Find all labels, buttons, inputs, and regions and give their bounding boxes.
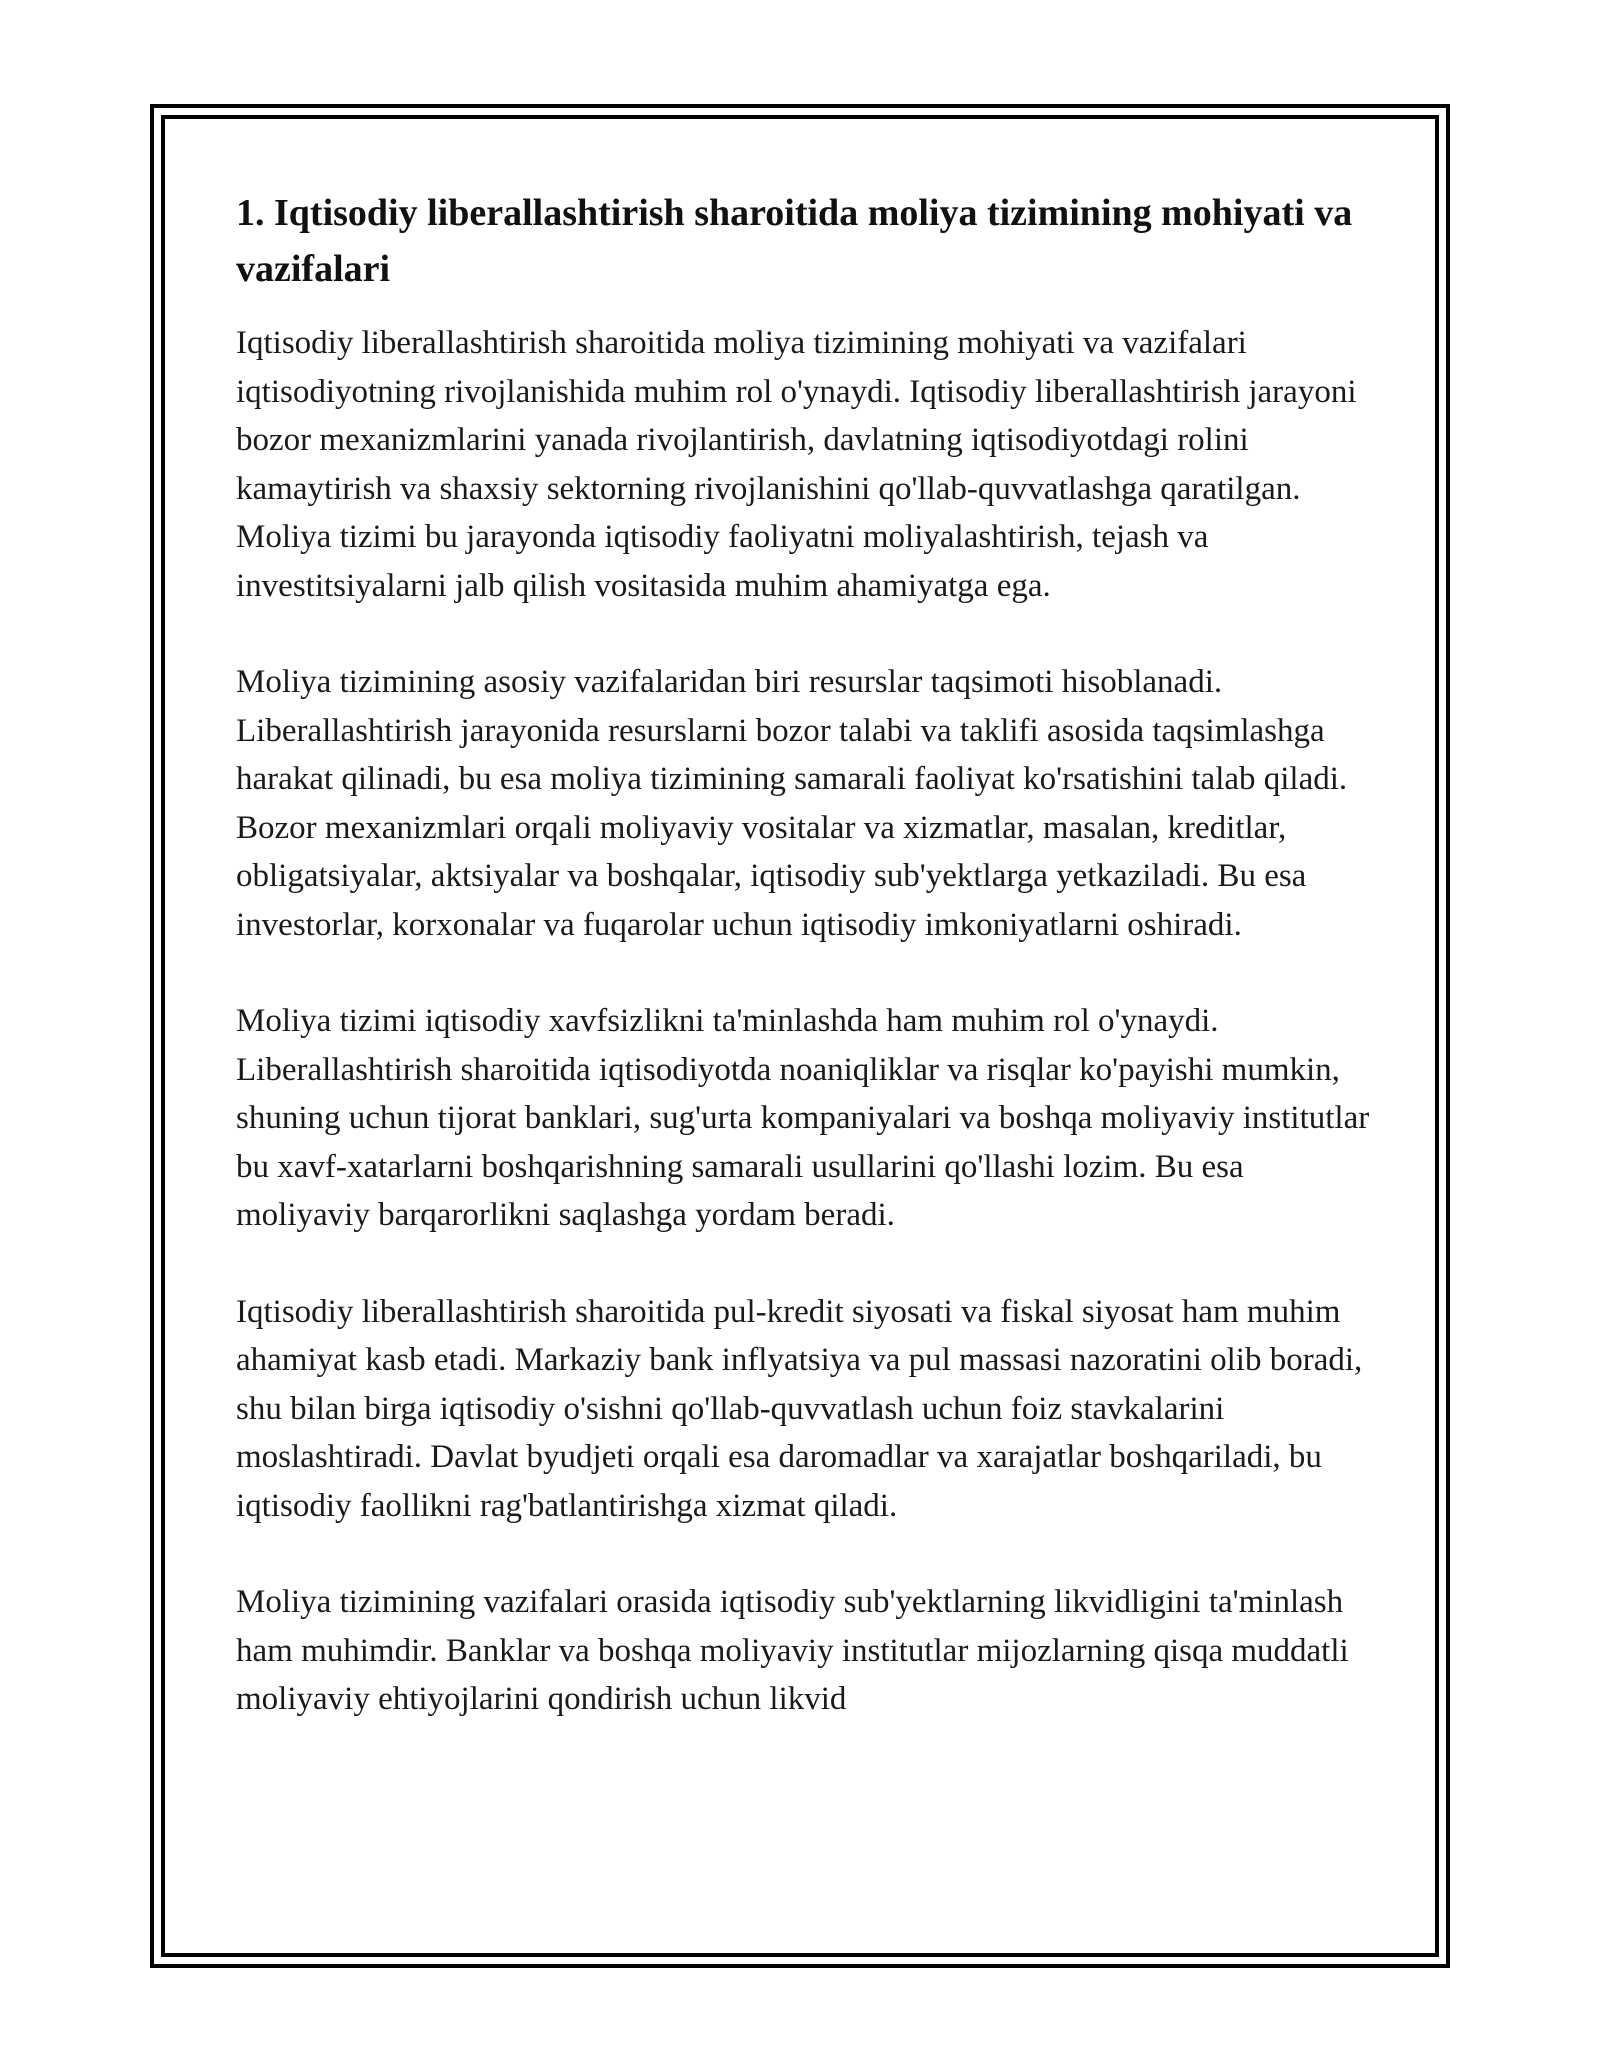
paragraph-2: Moliya tizimining asosiy vazifalaridan biri resurslar taqsimoti hisoblanadi. Liberallashtirish jarayonida resurslarni bozor talabi va taklifi asosida taqsimlashga harakat qilinadi, bu esa moliya tizimining samarali faoliyat ko'rsatishini talab qiladi. Bozor mexanizmlari orqali moliyaviy vositalar va xizmatlar, masalan, kreditlar, obligatsiyalar, aktsiyalar va boshqalar, iqtisodiy sub'yektlarga yetkaziladi. Bu esa investorlar, korxonalar va fuqarolar uchun iqtisodiy imkoniyatlarni oshiradi. [236, 664, 1348, 943]
paragraph-3: Moliya tizimi iqtisodiy xavfsizlikni ta'minlashda ham muhim rol o'ynaydi. Liberallashtirish sharoitida iqtisodiyotda noaniqliklar va risqlar ko'payishi mumkin, shuning uchun tijorat banklari, sug'urta kompaniyalari va boshqa moliyaviy institutlar bu xavf-xatarlarni boshqarishning samarali usullarini qo'llashi lozim. Bu esa moliyaviy barqarorlikni saqlashga yordam beradi. [236, 1003, 1370, 1233]
section-heading: 1. Iqtisodiy liberallashtirish sharoitida moliya tizimining mohiyati va vazifalari [236, 192, 1353, 290]
paragraph-1: Iqtisodiy liberallashtirish sharoitida moliya tizimining mohiyati va vazifalari iqtisodiyotning rivojlanishida muhim rol o'ynaydi. Iqtisodiy liberallashtirish jarayoni bozor mexanizmlarini yanada rivojlantirish, davlatning iqtisodiyotdagi rolini kamaytirish va shaxsiy sektorning rivojlanishini qo'llab-quvvatlashga qaratilgan. Moliya tizimi bu jarayonda iqtisodiy faoliyatni moliyalashtirish, tejash va investitsiyalarni jalb qilish vositasida muhim ahamiyatga ega. [236, 325, 1357, 604]
paragraph-5: Moliya tizimining vazifalari orasida iqtisodiy sub'yektlarning likvidligini ta'minlash ham muhimdir. Banklar va boshqa moliyaviy institutlar mijozlarning qisqa muddatli moliyaviy ehtiyojlarini qondirish uchun likvid [236, 1584, 1349, 1717]
document-body [236, 185, 1376, 1772]
paragraph-4: Iqtisodiy liberallashtirish sharoitida pul-kredit siyosati va fiskal siyosat ham muhim ahamiyat kasb etadi. Markaziy bank inflyatsiya va pul massasi nazoratini olib boradi, shu bilan birga iqtisodiy o'sishni qo'llab-quvvatlash uchun foiz stavkalarini moslashtiradi. Davlat byudjeti orqali esa daromadlar va xarajatlar boshqariladi, bu iqtisodiy faollikni rag'batlantirishga xizmat qiladi. [236, 1293, 1363, 1524]
